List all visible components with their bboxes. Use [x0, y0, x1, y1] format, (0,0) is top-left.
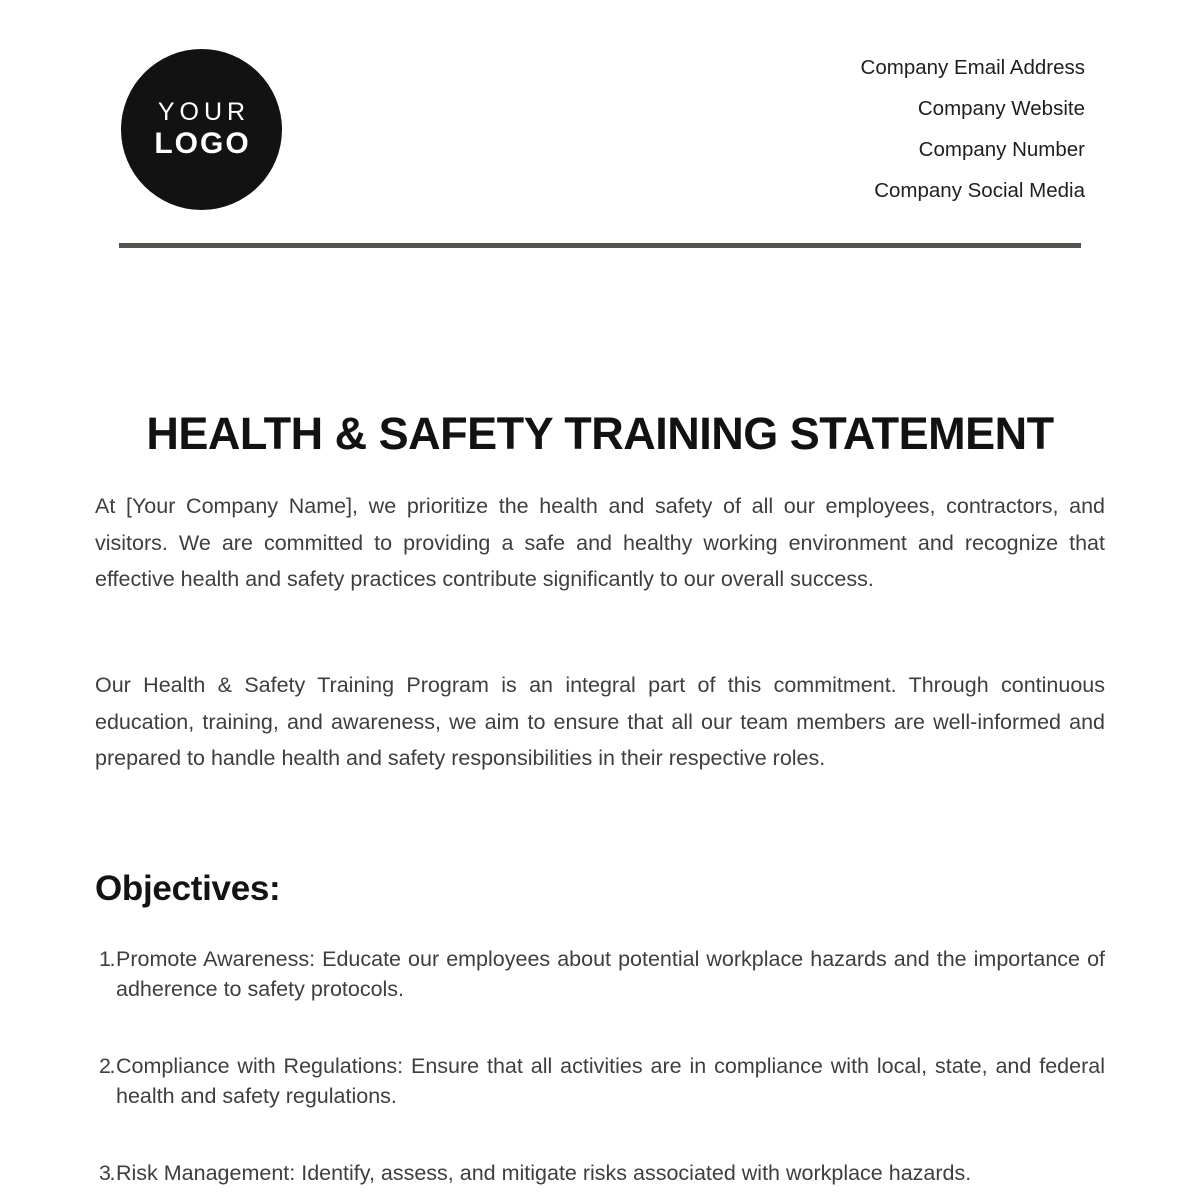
company-number: Company Number — [918, 138, 1085, 161]
company-social-media: Company Social Media — [874, 179, 1085, 202]
company-email: Company Email Address — [860, 56, 1085, 79]
objective-number: 3. — [99, 1161, 114, 1185]
objective-number: 2. — [99, 1054, 114, 1078]
objective-item-3 — [95, 1158, 1105, 1188]
intro-paragraph-1: At [Your Company Name], we prioritize the health and safety of all our employees, contractors, and visitors. We are committed to providing a safe and healthy working environment and recognize that effective health and safety practices contribute significantly to our overall success. — [95, 494, 1105, 591]
intro-paragraph-2: Our Health & Safety Training Program is an integral part of this commitment. Through continuous education, training, and awareness, we aim to ensure that all our team members are well-informed and prepared to handle health and safety responsibilities in their respective roles. — [95, 673, 1105, 770]
objective-item-1 — [95, 944, 1105, 1004]
company-website: Company Website — [917, 97, 1085, 120]
page-title: HEALTH & SAFETY TRAINING STATEMENT — [146, 408, 1054, 459]
objective-text: Promote Awareness: Educate our employees about potential workplace hazards and the importance of adherence to safety protocols. — [116, 947, 1105, 1001]
objective-number: 1. — [99, 947, 114, 971]
logo-text-logo: LOGO — [154, 126, 251, 160]
header-divider — [119, 243, 1081, 248]
objective-item-2 — [95, 1051, 1105, 1111]
logo-text-your: YOUR — [157, 98, 251, 127]
objective-text: Risk Management: Identify, assess, and mitigate risks associated with workplace hazards. — [116, 1161, 972, 1185]
objective-text: Compliance with Regulations: Ensure that all activities are in compliance with local, state, and federal health and safety regulations. — [116, 1054, 1105, 1108]
objectives-heading: Objectives: — [95, 869, 281, 908]
company-logo — [121, 49, 282, 210]
objectives-list — [95, 944, 1105, 1200]
company-contact-block — [861, 47, 1085, 211]
